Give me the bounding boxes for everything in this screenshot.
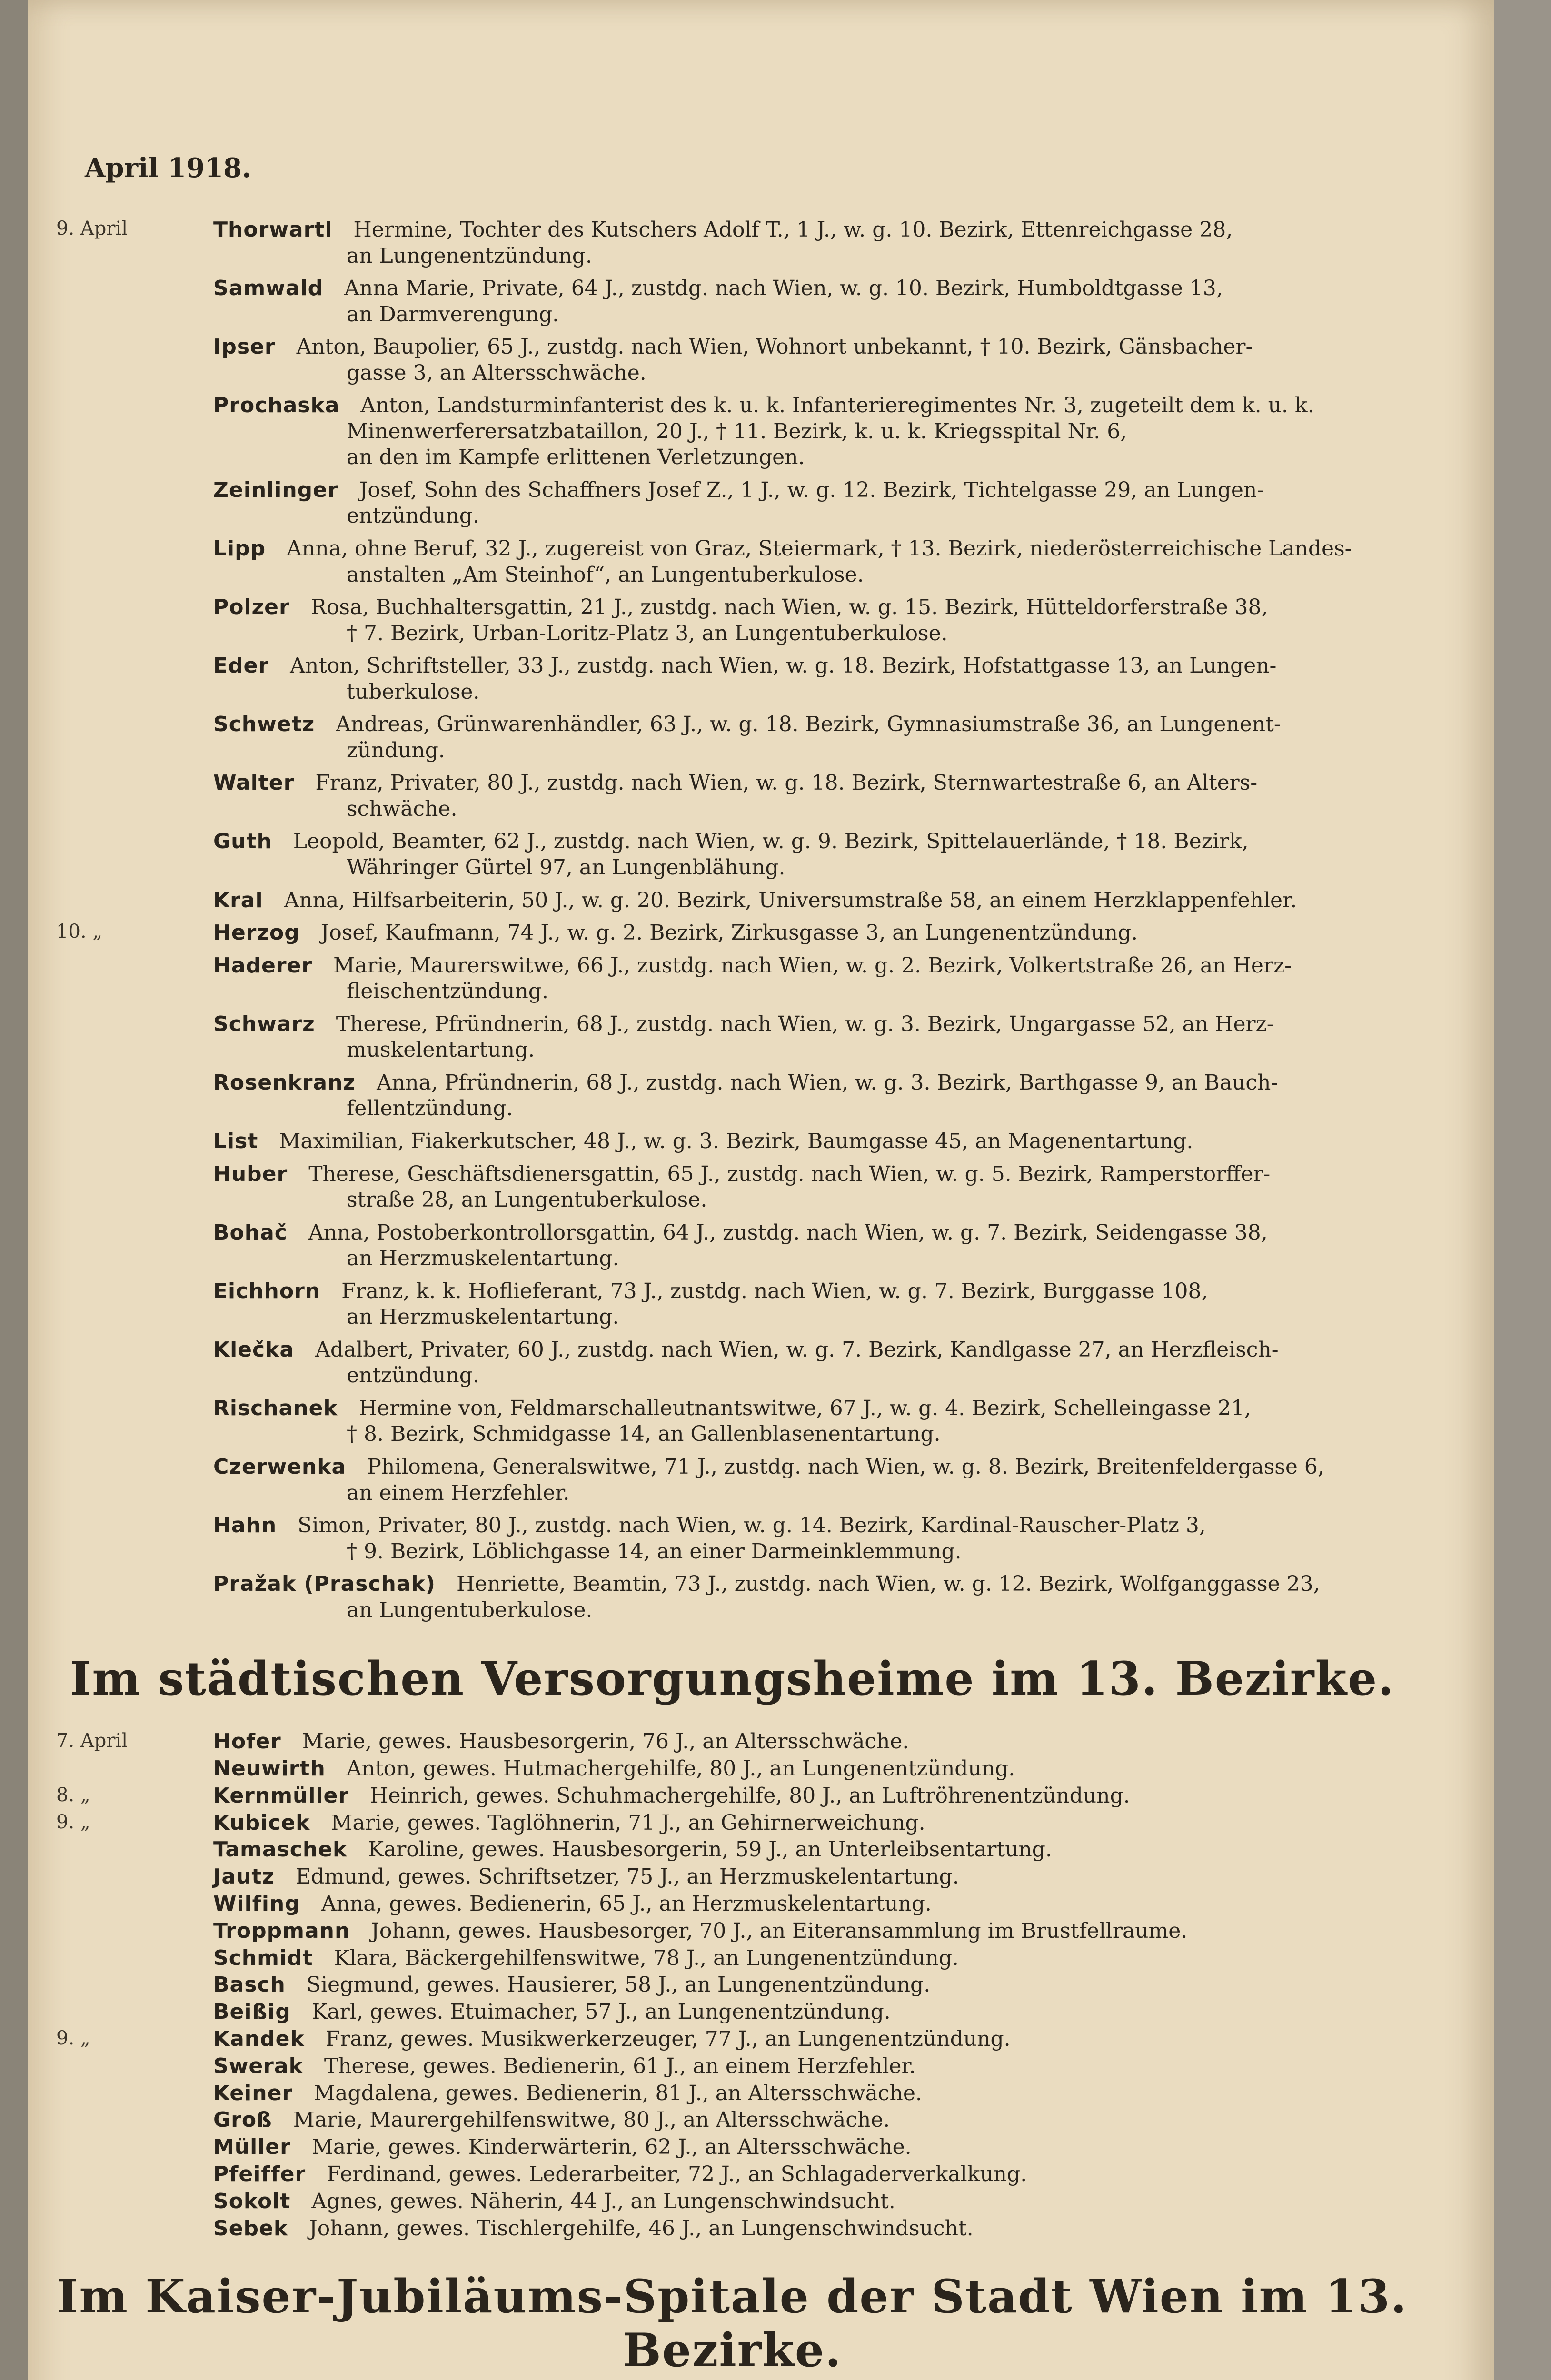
entry-date bbox=[56, 1864, 213, 1890]
register-entry bbox=[56, 2027, 1408, 2052]
page-header: April 1918. bbox=[85, 152, 251, 184]
entry-text bbox=[213, 1729, 1408, 1755]
entry-text bbox=[213, 217, 1408, 269]
entry-date bbox=[56, 653, 213, 705]
entry-text bbox=[213, 712, 1408, 764]
entry-line-1: Franz, k. k. Hoflieferant, 73 J., zustdg. nach Wien, w. g. 7. Bezirk, Burggasse 108, bbox=[341, 1279, 1208, 1303]
register-entry bbox=[56, 829, 1408, 881]
entry-surname: Kandek bbox=[213, 2027, 305, 2052]
entry-text bbox=[213, 1161, 1408, 1213]
entry-surname: Czerwenka bbox=[213, 1454, 347, 1479]
entry-line-1: Anna, gewes. Bedienerin, 65 J., an Herzmuskelentartung. bbox=[321, 1892, 932, 1916]
entry-line-continuation: entzündung. bbox=[347, 504, 479, 528]
entry-date bbox=[56, 1946, 213, 1971]
entry-date bbox=[56, 1070, 213, 1122]
entry-line-1: Andreas, Grünwarenhändler, 63 J., w. g. 18. Bezirk, Gymnasiumstraße 36, an Lungenent- bbox=[336, 712, 1281, 737]
entry-text bbox=[213, 276, 1408, 327]
entry-surname: Rosenkranz bbox=[213, 1070, 356, 1095]
entry-text bbox=[213, 1012, 1408, 1063]
entry-date: 9. April bbox=[56, 218, 128, 239]
entry-date bbox=[56, 2054, 213, 2079]
entry-line-1: Edmund, gewes. Schriftsetzer, 75 J., an Herzmuskelentartung. bbox=[296, 1864, 959, 1889]
entry-text bbox=[213, 2216, 1408, 2241]
entry-line-1: Anton, Landsturminfanterist des k. u. k. Infanterieregimentes Nr. 3, zugeteilt dem k. u. k. bbox=[360, 393, 1314, 418]
entry-surname: Sebek bbox=[213, 2216, 288, 2241]
register-entry bbox=[56, 653, 1408, 705]
entry-date: 10. „ bbox=[56, 921, 103, 943]
register-entry bbox=[56, 2189, 1408, 2214]
entry-surname: Eichhorn bbox=[213, 1279, 321, 1303]
entry-text bbox=[213, 1129, 1408, 1155]
entry-surname: Bohač bbox=[213, 1220, 288, 1245]
register-entry bbox=[56, 2000, 1408, 2025]
entry-surname: Klečka bbox=[213, 1337, 295, 1362]
entry-text bbox=[213, 1070, 1408, 1122]
document-page bbox=[28, 0, 1494, 2380]
register-entry bbox=[56, 1571, 1408, 1623]
entry-date bbox=[56, 477, 213, 529]
register-entry bbox=[56, 1454, 1408, 1506]
entry-date bbox=[56, 1571, 213, 1623]
register-entry bbox=[56, 477, 1408, 529]
register-entry bbox=[56, 1513, 1408, 1565]
entry-surname: Eder bbox=[213, 654, 269, 678]
entry-date bbox=[56, 2162, 213, 2187]
register-entry bbox=[56, 393, 1408, 471]
entry-surname: List bbox=[213, 1129, 258, 1153]
entry-line-1: Leopold, Beamter, 62 J., zustdg. nach Wien, w. g. 9. Bezirk, Spittelauerlände, † 18. Bezirk, bbox=[293, 829, 1249, 854]
register-entry bbox=[56, 712, 1408, 764]
entry-date bbox=[56, 888, 213, 914]
entry-surname: Hahn bbox=[213, 1513, 277, 1538]
entry-line-1: Simon, Privater, 80 J., zustdg. nach Wien, w. g. 14. Bezirk, Kardinal-Rauscher-Platz 3, bbox=[298, 1513, 1206, 1538]
entry-text bbox=[213, 1811, 1408, 1836]
register-entry bbox=[56, 2216, 1408, 2241]
register-entry bbox=[56, 1220, 1408, 1272]
entry-line-1: Ferdinand, gewes. Lederarbeiter, 72 J., an Schlagaderverkalkung. bbox=[327, 2162, 1027, 2186]
entry-line-continuation: schwäche. bbox=[347, 796, 457, 821]
entry-text bbox=[213, 1973, 1408, 1998]
entry-line-continuation: fleischentzündung. bbox=[347, 979, 548, 1004]
register-entry bbox=[56, 1161, 1408, 1213]
entry-date bbox=[56, 595, 213, 646]
entry-text bbox=[213, 477, 1408, 529]
register-entry bbox=[56, 1337, 1408, 1389]
entry-line-continuation: zündung. bbox=[347, 738, 445, 763]
register-section-2 bbox=[56, 1729, 1408, 2241]
entry-line-1: Therese, gewes. Bedienerin, 61 J., an einem Herzfehler. bbox=[324, 2053, 916, 2078]
entry-line-1: Siegmund, gewes. Hausierer, 58 J., an Lungenentzündung. bbox=[306, 1973, 931, 1997]
entry-surname: Herzog bbox=[213, 921, 300, 945]
register-entry bbox=[56, 2081, 1408, 2106]
entry-surname: Huber bbox=[213, 1161, 288, 1186]
entry-date: 9. „ bbox=[56, 1811, 90, 1833]
entry-line-1: Therese, Pfründnerin, 68 J., zustdg. nach Wien, w. g. 3. Bezirk, Ungargasse 52, an Herz- bbox=[336, 1012, 1274, 1036]
register-entry bbox=[56, 1973, 1408, 1998]
entry-line-continuation: fellentzündung. bbox=[347, 1096, 513, 1121]
register-entry bbox=[56, 1729, 1408, 1755]
entry-date bbox=[56, 1513, 213, 1565]
entry-surname: Kral bbox=[213, 888, 263, 912]
entry-date bbox=[56, 1220, 213, 1272]
entry-line-1: Hermine von, Feldmarschalleutnantswitwe, 67 J., w. g. 4. Bezirk, Schelleingasse 21, bbox=[358, 1396, 1251, 1420]
entry-date bbox=[56, 1973, 213, 1998]
entry-surname: Thorwartl bbox=[213, 218, 333, 242]
entry-date bbox=[56, 770, 213, 822]
section-heading-spital: Im Kaiser-Jubiläums-Spitale der Stadt Wien im 13. Bezirke. bbox=[57, 2270, 1408, 2378]
entry-line-1: Adalbert, Privater, 60 J., zustdg. nach Wien, w. g. 7. Bezirk, Kandlgasse 27, an Herzfleisch- bbox=[315, 1337, 1279, 1362]
entry-line-1: Therese, Geschäftsdienersgattin, 65 J., zustdg. nach Wien, w. g. 5. Bezirk, Ramperstorffer- bbox=[308, 1161, 1271, 1186]
register-entry bbox=[56, 1837, 1408, 1863]
entry-line-continuation: an Lungenentzündung. bbox=[347, 243, 592, 268]
entry-line-1: Karoline, gewes. Hausbesorgerin, 59 J., an Unterleibsentartung. bbox=[368, 1837, 1052, 1862]
entry-date bbox=[56, 953, 213, 1005]
entry-line-1: Henriette, Beamtin, 73 J., zustdg. nach Wien, w. g. 12. Bezirk, Wolfganggasse 23, bbox=[456, 1572, 1320, 1597]
entry-surname: Walter bbox=[213, 771, 295, 795]
entry-date bbox=[56, 1837, 213, 1863]
register-entry bbox=[56, 1811, 1408, 1836]
scan-background-edge bbox=[1494, 0, 1551, 2380]
entry-surname: Rischanek bbox=[213, 1396, 338, 1420]
entry-surname: Zeinlinger bbox=[213, 477, 338, 502]
entry-surname: Polzer bbox=[213, 595, 290, 620]
entry-surname: Schmidt bbox=[213, 1945, 313, 1970]
entry-text bbox=[213, 920, 1408, 946]
entry-line-1: Anton, Baupolier, 65 J., zustdg. nach Wien, Wohnort unbekannt, † 10. Bezirk, Gänsbacher- bbox=[296, 335, 1253, 359]
entry-line-1: Marie, gewes. Kinderwärterin, 62 J., an Altersschwäche. bbox=[311, 2135, 912, 2160]
entry-line-1: Hermine, Tochter des Kutschers Adolf T., 1 J., w. g. 10. Bezirk, Ettenreichgasse 28, bbox=[353, 218, 1233, 242]
entry-text bbox=[213, 2081, 1408, 2106]
entry-line-continuation: Minenwerferersatzbataillon, 20 J., † 11. Bezirk, k. u. k. Kriegsspital Nr. 6, bbox=[347, 419, 1127, 444]
entry-date bbox=[56, 1756, 213, 1782]
entry-line-1: Magdalena, gewes. Bedienerin, 81 J., an Altersschwäche. bbox=[314, 2081, 922, 2105]
entry-line-continuation: anstalten „Am Steinhof“, an Lungentuberkulose. bbox=[347, 562, 864, 587]
register-entry bbox=[56, 1129, 1408, 1155]
register-entry bbox=[56, 1070, 1408, 1122]
entry-text bbox=[213, 595, 1408, 646]
entry-line-continuation: Währinger Gürtel 97, an Lungenblähung. bbox=[347, 855, 785, 880]
register-entry bbox=[56, 2108, 1408, 2133]
entry-line-1: Anna, ohne Beruf, 32 J., zugereist von Graz, Steiermark, † 13. Bezirk, niederösterreichische Landes- bbox=[287, 536, 1352, 561]
register-entry bbox=[56, 770, 1408, 822]
entry-surname: Prochaska bbox=[213, 393, 340, 418]
entry-date bbox=[56, 2108, 213, 2133]
entry-date bbox=[56, 1337, 213, 1389]
register-entry bbox=[56, 1892, 1408, 1917]
entry-text bbox=[213, 1892, 1408, 1917]
register-entry bbox=[56, 1784, 1408, 1809]
entry-date bbox=[56, 2189, 213, 2214]
entry-line-1: Anton, Schriftsteller, 33 J., zustdg. nach Wien, w. g. 18. Bezirk, Hofstattgasse 13, an Lungen- bbox=[290, 654, 1277, 678]
entry-text bbox=[213, 1837, 1408, 1863]
entry-line-1: Agnes, gewes. Näherin, 44 J., an Lungenschwindsucht. bbox=[311, 2189, 895, 2213]
entry-text bbox=[213, 2108, 1408, 2133]
entry-surname: Kubicek bbox=[213, 1810, 310, 1835]
entry-text bbox=[213, 2162, 1408, 2187]
entry-surname: Ipser bbox=[213, 335, 276, 359]
entry-text bbox=[213, 334, 1408, 386]
entry-line-1: Anna, Hilfsarbeiterin, 50 J., w. g. 20. Bezirk, Universumstraße 58, an einem Herzklappenfehler. bbox=[284, 888, 1297, 912]
entry-line-continuation: an Lungentuberkulose. bbox=[347, 1597, 593, 1622]
entry-text bbox=[213, 2135, 1408, 2160]
entry-date: 9. „ bbox=[56, 2027, 90, 2050]
entry-surname: Keiner bbox=[213, 2081, 293, 2105]
entry-line-1: Marie, gewes. Taglöhnerin, 71 J., an Gehirnerweichung. bbox=[331, 1810, 925, 1835]
entry-line-continuation: an den im Kampfe erlittenen Verletzungen. bbox=[347, 445, 805, 470]
entry-line-1: Rosa, Buchhaltersgattin, 21 J., zustdg. nach Wien, w. g. 15. Bezirk, Hütteldorferstraße 38, bbox=[310, 595, 1268, 620]
entry-line-1: Karl, gewes. Etuimacher, 57 J., an Lungenentzündung. bbox=[311, 2000, 891, 2024]
register-entry bbox=[56, 1919, 1408, 1944]
entry-line-continuation: muskelentartung. bbox=[347, 1038, 535, 1062]
register-section-1 bbox=[56, 217, 1408, 1623]
entry-surname: Samwald bbox=[213, 276, 324, 301]
entry-line-continuation: entzündung. bbox=[347, 1363, 479, 1388]
register-entry bbox=[56, 1864, 1408, 1890]
register-entry bbox=[56, 2054, 1408, 2079]
entry-text bbox=[213, 888, 1408, 914]
entry-line-continuation: an einem Herzfehler. bbox=[347, 1480, 570, 1505]
entry-text bbox=[213, 2189, 1408, 2214]
entry-surname: Schwarz bbox=[213, 1012, 315, 1036]
register-entry bbox=[56, 1279, 1408, 1330]
entry-text bbox=[213, 2027, 1408, 2052]
entry-line-continuation: an Darmverengung. bbox=[347, 302, 559, 327]
entry-date bbox=[56, 829, 213, 881]
entry-line-1: Franz, Privater, 80 J., zustdg. nach Wien, w. g. 18. Bezirk, Sternwartestraße 6, an Alters- bbox=[315, 771, 1258, 795]
entry-surname: Hofer bbox=[213, 1729, 281, 1754]
register-entry bbox=[56, 217, 1408, 269]
entry-text bbox=[213, 1396, 1408, 1448]
entry-date bbox=[56, 1279, 213, 1330]
register-entry bbox=[56, 1396, 1408, 1448]
entry-surname: Pražak (Praschak) bbox=[213, 1572, 436, 1597]
entry-line-continuation: tuberkulose. bbox=[347, 679, 480, 704]
entry-date bbox=[56, 1919, 213, 1944]
entry-text bbox=[213, 1220, 1408, 1272]
entry-date bbox=[56, 1161, 213, 1213]
entry-text bbox=[213, 1784, 1408, 1809]
entry-surname: Jautz bbox=[213, 1864, 275, 1889]
entry-text bbox=[213, 770, 1408, 822]
entry-date: 8. „ bbox=[56, 1784, 90, 1806]
entry-date bbox=[56, 276, 213, 327]
entry-surname: Tamaschek bbox=[213, 1837, 348, 1862]
entry-line-1: Philomena, Generalswitwe, 71 J., zustdg. nach Wien, w. g. 8. Bezirk, Breitenfeldergasse 6, bbox=[367, 1454, 1324, 1479]
entry-date bbox=[56, 712, 213, 764]
register-entry bbox=[56, 276, 1408, 327]
entry-line-continuation: † 9. Bezirk, Löblichgasse 14, an einer Darmeinklemmung. bbox=[347, 1539, 962, 1564]
register-entry bbox=[56, 1756, 1408, 1782]
entry-date bbox=[56, 1892, 213, 1917]
entry-text bbox=[213, 653, 1408, 705]
entry-surname: Troppmann bbox=[213, 1918, 350, 1943]
entry-surname: Sokolt bbox=[213, 2189, 291, 2213]
entry-text bbox=[213, 536, 1408, 588]
entry-line-continuation: an Herzmuskelentartung. bbox=[347, 1246, 619, 1271]
entry-surname: Pfeiffer bbox=[213, 2162, 306, 2186]
entry-date bbox=[56, 1129, 213, 1155]
entry-line-1: Josef, Sohn des Schaffners Josef Z., 1 J., w. g. 12. Bezirk, Tichtelgasse 29, an Lungen- bbox=[359, 477, 1264, 502]
entry-date bbox=[56, 334, 213, 386]
entry-date bbox=[56, 2216, 213, 2241]
register-entry bbox=[56, 536, 1408, 588]
entry-date bbox=[56, 2000, 213, 2025]
entry-line-1: Anna, Postoberkontrollorsgattin, 64 J., zustdg. nach Wien, w. g. 7. Bezirk, Seidengasse 38, bbox=[308, 1220, 1268, 1245]
entry-text bbox=[213, 2000, 1408, 2025]
entry-line-continuation: † 8. Bezirk, Schmidgasse 14, an Gallenblasenentartung. bbox=[347, 1422, 941, 1447]
entry-line-continuation: gasse 3, an Altersschwäche. bbox=[347, 360, 646, 385]
entry-line-1: Marie, Maurergehilfenswitwe, 80 J., an Altersschwäche. bbox=[293, 2108, 890, 2132]
entry-text bbox=[213, 1756, 1408, 1782]
entry-line-1: Anna, Pfründnerin, 68 J., zustdg. nach Wien, w. g. 3. Bezirk, Barthgasse 9, an Bauch- bbox=[377, 1070, 1278, 1095]
entry-line-continuation: straße 28, an Lungentuberkulose. bbox=[347, 1188, 707, 1212]
entry-line-1: Klara, Bäckergehilfenswitwe, 78 J., an Lungenentzündung. bbox=[334, 1945, 959, 1970]
entry-surname: Schwetz bbox=[213, 712, 315, 737]
entry-surname: Basch bbox=[213, 1973, 286, 1997]
entry-text bbox=[213, 1919, 1408, 1944]
entry-surname: Wilfing bbox=[213, 1892, 300, 1916]
entry-surname: Guth bbox=[213, 829, 272, 854]
entry-line-1: Anton, gewes. Hutmachergehilfe, 80 J., an Lungenentzündung. bbox=[346, 1756, 1015, 1781]
entry-text bbox=[213, 1571, 1408, 1623]
entry-text bbox=[213, 1864, 1408, 1890]
register-entry bbox=[56, 1012, 1408, 1063]
entry-text bbox=[213, 953, 1408, 1005]
entry-surname: Swerak bbox=[213, 2053, 303, 2078]
entry-surname: Kernmüller bbox=[213, 1783, 349, 1808]
entry-text bbox=[213, 1454, 1408, 1506]
entry-date bbox=[56, 393, 213, 471]
register-entry bbox=[56, 1946, 1408, 1971]
register-entry bbox=[56, 888, 1408, 914]
entry-surname: Groß bbox=[213, 2108, 272, 2132]
entry-line-1: Franz, gewes. Musikwerkerzeuger, 77 J., an Lungenentzündung. bbox=[325, 2027, 1011, 2052]
entry-text bbox=[213, 2054, 1408, 2079]
entry-line-continuation: an Herzmuskelentartung. bbox=[347, 1305, 619, 1329]
entry-line-continuation: † 7. Bezirk, Urban-Loritz-Platz 3, an Lungentuberkulose. bbox=[347, 621, 948, 645]
entry-line-1: Josef, Kaufmann, 74 J., w. g. 2. Bezirk, Zirkusgasse 3, an Lungenentzündung. bbox=[320, 921, 1138, 945]
register-entry bbox=[56, 953, 1408, 1005]
entry-surname: Neuwirth bbox=[213, 1756, 326, 1781]
entry-text bbox=[213, 1337, 1408, 1389]
entry-line-1: Johann, gewes. Tischlergehilfe, 46 J., an Lungenschwindsucht. bbox=[309, 2216, 974, 2241]
register-entry bbox=[56, 920, 1408, 946]
entry-text bbox=[213, 1513, 1408, 1565]
entry-line-1: Maximilian, Fiakerkutscher, 48 J., w. g. 3. Bezirk, Baumgasse 45, an Magenentartung. bbox=[279, 1129, 1193, 1153]
entry-text bbox=[213, 1279, 1408, 1330]
register-entry bbox=[56, 595, 1408, 646]
register-entry bbox=[56, 334, 1408, 386]
page-content bbox=[56, 152, 1408, 2380]
entry-line-1: Marie, gewes. Hausbesorgerin, 76 J., an Altersschwäche. bbox=[302, 1729, 909, 1754]
entry-line-1: Anna Marie, Private, 64 J., zustdg. nach Wien, w. g. 10. Bezirk, Humboldtgasse 13, bbox=[344, 276, 1223, 301]
entry-text bbox=[213, 393, 1408, 471]
entry-date bbox=[56, 2135, 213, 2160]
register-entry bbox=[56, 2135, 1408, 2160]
entry-date bbox=[56, 1454, 213, 1506]
entry-surname: Beißig bbox=[213, 2000, 291, 2024]
register-entry bbox=[56, 2162, 1408, 2187]
entry-surname: Lipp bbox=[213, 536, 266, 561]
entry-text bbox=[213, 1946, 1408, 1971]
entry-line-1: Marie, Maurerswitwe, 66 J., zustdg. nach Wien, w. g. 2. Bezirk, Volkertstraße 26, an Herz- bbox=[333, 953, 1292, 978]
entry-surname: Müller bbox=[213, 2135, 291, 2160]
entry-date bbox=[56, 1012, 213, 1063]
entry-date bbox=[56, 2081, 213, 2106]
entry-line-1: Johann, gewes. Hausbesorger, 70 J., an Eiteransammlung im Brustfellraume. bbox=[371, 1918, 1188, 1943]
entry-date bbox=[56, 1396, 213, 1448]
entry-date bbox=[56, 536, 213, 588]
entry-surname: Haderer bbox=[213, 953, 313, 978]
section-heading-versorgungsheim: Im städtischen Versorgungsheime im 13. Bezirke. bbox=[70, 1652, 1395, 1706]
entry-date: 7. April bbox=[56, 1730, 128, 1752]
entry-text bbox=[213, 829, 1408, 881]
entry-line-1: Heinrich, gewes. Schuhmachergehilfe, 80 J., an Luftröhrenentzündung. bbox=[370, 1783, 1130, 1808]
